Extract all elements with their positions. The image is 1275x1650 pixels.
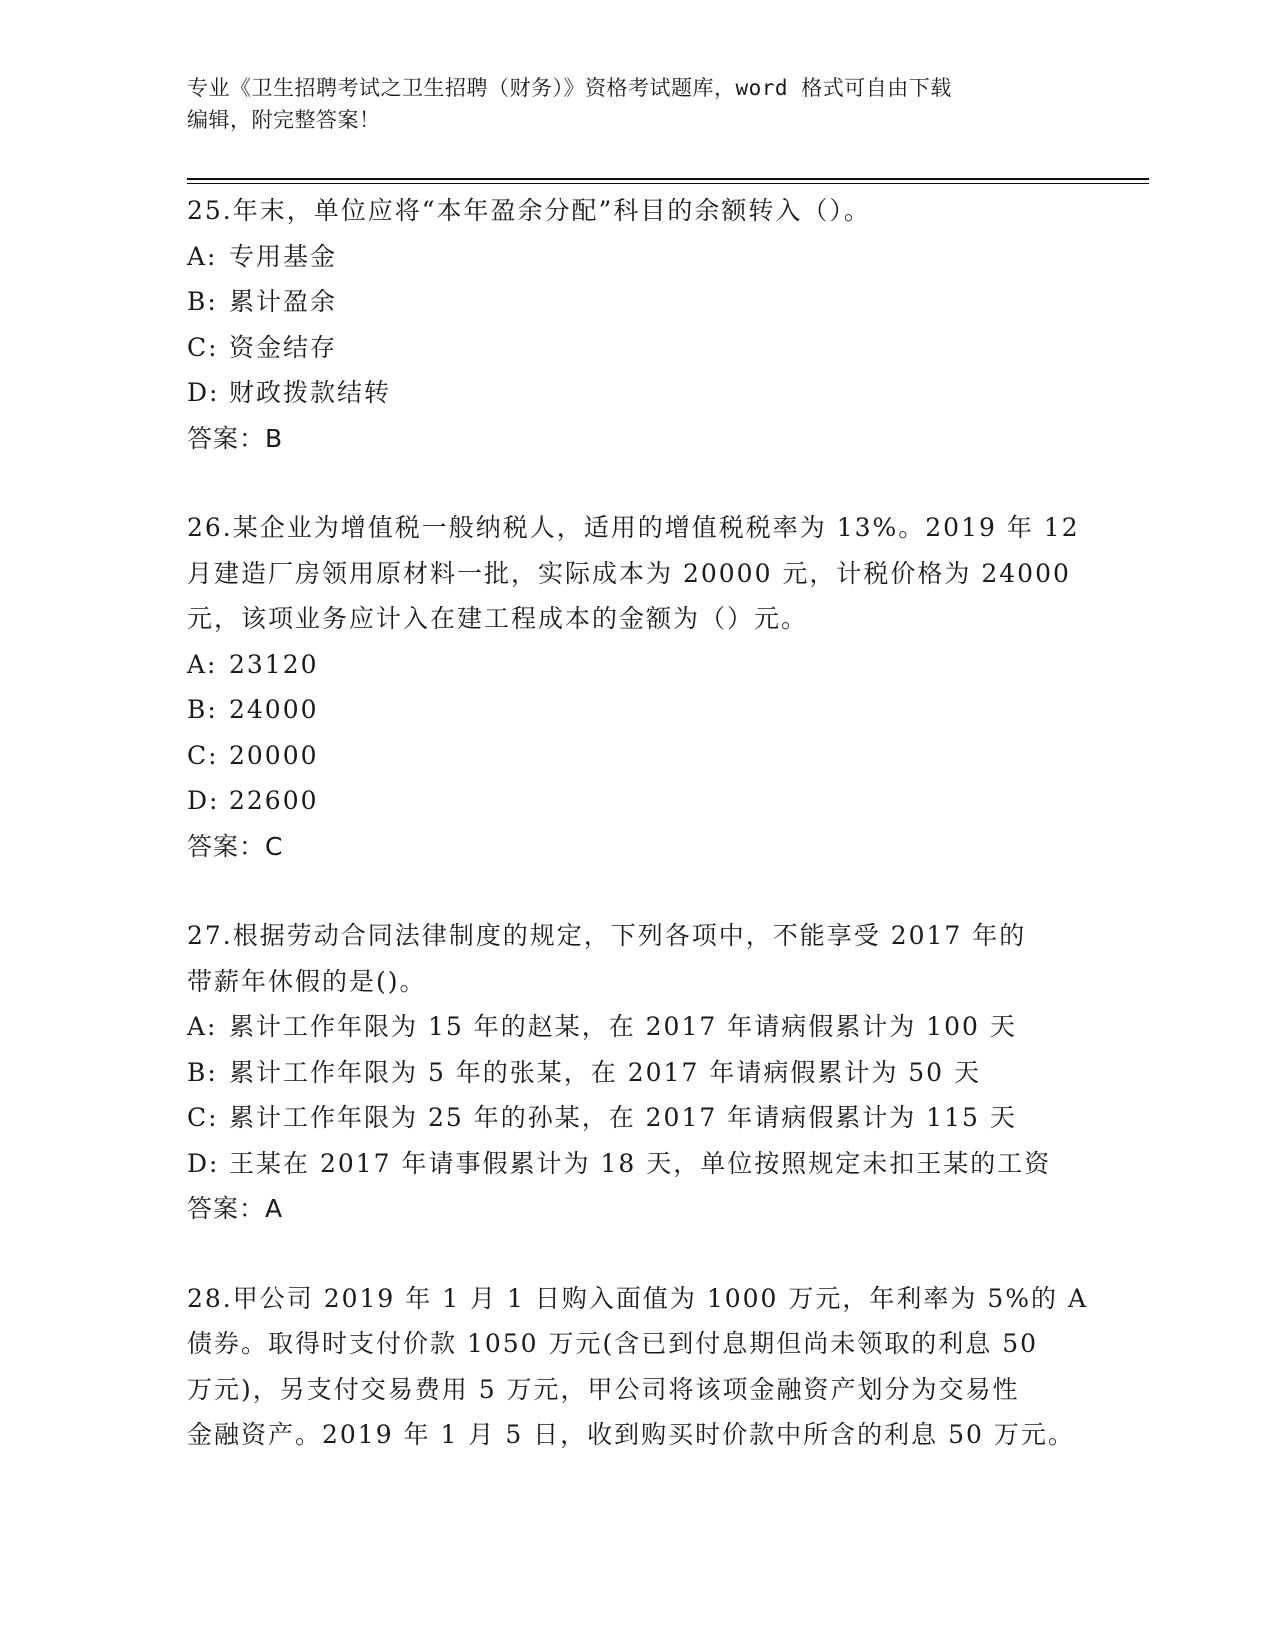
option-text: 累计工作年限为 5 年的张某，在 2017 年请病假累计为 50 天 [229,1057,982,1087]
option-label: D: [187,786,220,815]
question-27 [187,913,1087,1232]
document-header [187,72,1087,136]
option-text: 累计工作年限为 25 年的孙某，在 2017 年请病假累计为 115 天 [229,1103,1017,1132]
option-text: 财政拨款结转 [229,378,392,407]
option-c [187,1095,1087,1141]
option-b [187,279,1087,325]
option-label: D: [187,1148,220,1178]
answer-line: 答案：B [187,423,284,453]
option-label: A: [187,1012,218,1041]
option-label: C: [187,1103,219,1132]
question-stem-line: 债券。取得时支付价款 1050 万元(含已到付息期但尚未领取的利息 50 [187,1329,1039,1358]
question-stem-line: 万元)，另支付交易费用 5 万元，甲公司将该项金融资产划分为交易性 [187,1374,1020,1404]
question-stem-line: 金融资产。2019 年 1 月 5 日，收到购买时价款中所含的利息 50 万元。 [187,1420,1075,1449]
header-rule-thin [187,183,1149,184]
option-a [187,642,1087,688]
option-d [187,1141,1087,1187]
question-stem-line: 28.甲公司 2019 年 1 月 1 日购入面值为 1000 万元，年利率为 5%的 A [187,1283,1089,1313]
option-text: 20000 [229,740,319,770]
option-text: 资金结存 [229,332,338,362]
option-text: 累计盈余 [229,287,338,316]
question-26 [187,505,1087,869]
option-d [187,778,1087,824]
option-a [187,234,1087,280]
question-stem-line: 25.年末，单位应将“本年盈余分配”科目的余额转入（）。 [187,196,871,225]
option-c [187,733,1087,779]
option-label: D: [187,378,220,407]
option-d [187,370,1087,416]
option-text: 22600 [229,786,319,815]
option-b [187,1050,1087,1096]
question-25 [187,188,1087,461]
option-label: B: [187,695,218,724]
option-label: A: [187,649,218,679]
header-line-1: 专业《卫生招聘考试之卫生招聘（财务）》资格考试题库，word 格式可自由下载 [187,76,952,100]
question-list [187,188,1087,1502]
option-text: 24000 [229,695,319,724]
answer-line: 答案：C [187,831,284,861]
option-text: 王某在 2017 年请事假累计为 18 天，单位按照规定未扣王某的工资 [229,1148,1052,1178]
question-stem-line: 26.某企业为增值税一般纳税人，适用的增值税税率为 13%。2019 年 12 [187,513,1080,542]
question-stem-line: 元，该项业务应计入在建工程成本的金额为（）元。 [187,604,809,633]
option-a [187,1004,1087,1050]
option-c [187,325,1087,371]
option-label: C: [187,740,219,770]
question-stem-line: 27.根据劳动合同法律制度的规定，下列各项中，不能享受 2017 年的 [187,921,1027,950]
header-rule-thick [187,178,1149,180]
answer-line: 答案：A [187,1194,284,1223]
question-stem-line: 带薪年休假的是()。 [187,966,427,996]
option-b [187,687,1087,733]
option-label: B: [187,1057,218,1087]
question-28 [187,1276,1087,1458]
option-label: C: [187,332,219,362]
header-line-2: 编辑，附完整答案！ [187,108,381,132]
option-text: 累计工作年限为 15 年的赵某，在 2017 年请病假累计为 100 天 [229,1012,1017,1041]
option-text: 23120 [229,649,319,679]
option-label: A: [187,241,218,271]
question-stem-line: 月建造厂房领用原材料一批，实际成本为 20000 元，计税价格为 24000 [187,558,1071,588]
option-label: B: [187,287,218,316]
option-text: 专用基金 [229,241,338,271]
